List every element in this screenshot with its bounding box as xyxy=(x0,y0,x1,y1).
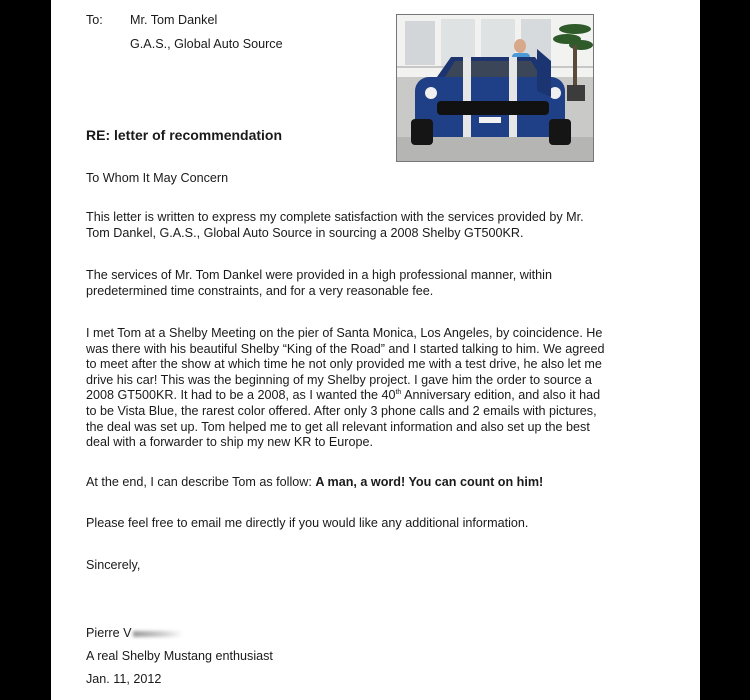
paragraph-4 xyxy=(86,475,646,491)
superscript-th: th xyxy=(395,389,402,397)
to-label: To: xyxy=(86,13,103,27)
paragraph-line: deal with a forwarder to ship my new KR to Europe. xyxy=(86,435,373,450)
signer-name-text: Pierre V xyxy=(86,626,132,640)
paragraph-line: The services of Mr. Tom Dankel were provided in a high professional manner, within xyxy=(86,268,552,282)
subject-line: RE: letter of recommendation xyxy=(86,127,283,143)
paragraph-line: Tom Dankel, G.A.S., Global Auto Source in sourcing a 2008 Shelby GT500KR. xyxy=(86,225,524,240)
recipient-company: G.A.S., Global Auto Source xyxy=(130,37,283,51)
paragraph-line: drive his car! This was the beginning of my Shelby project. I gave him the order to source a xyxy=(86,372,592,387)
letter-date: Jan. 11, 2012 xyxy=(86,672,162,686)
letter-page xyxy=(51,0,700,700)
car-photo xyxy=(396,14,594,162)
paragraph-line: I met Tom at a Shelby Meeting on the pier of Santa Monica, Los Angeles, by coincidence. He xyxy=(86,326,603,340)
line-text: Anniversary edition, and also it had xyxy=(401,388,601,403)
paragraph-line: to be Vista Blue, the rarest color offered. After only 3 phone calls and 2 emails with pictures, xyxy=(86,403,597,418)
paragraph-1 xyxy=(86,210,646,241)
paragraph-3 xyxy=(86,326,646,451)
emphasis-text: A man, a word! You can count on him! xyxy=(315,475,544,489)
closing: Sincerely, xyxy=(86,558,141,572)
paragraph-line xyxy=(86,388,646,404)
paragraph-line: This letter is written to express my complete satisfaction with the services provided by Mr. xyxy=(86,210,584,224)
shelby-car-image xyxy=(397,15,593,161)
line-text: 2008 GT500KR. It had to be a 2008, as I wanted the 40 xyxy=(86,388,396,403)
paragraph-line: the deal was set up. Tom helped me to get all relevant information and also set up the best xyxy=(86,419,590,434)
signer-title: A real Shelby Mustang enthusiast xyxy=(86,649,273,663)
signer-name xyxy=(86,626,183,642)
paragraph-line: was there with his beautiful Shelby “King of the Road” and I started talking to him. We agreed xyxy=(86,341,605,356)
paragraph-text: At the end, I can describe Tom as follow: xyxy=(86,475,316,489)
salutation: To Whom It May Concern xyxy=(86,171,229,185)
redaction-blur xyxy=(133,631,183,637)
paragraph-2 xyxy=(86,268,646,299)
paragraph-line: predetermined time constraints, and for a very reasonable fee. xyxy=(86,283,434,298)
recipient-name: Mr. Tom Dankel xyxy=(130,13,218,27)
paragraph-line: to meet after the show at which time he not only provided me with a test drive, he also let me xyxy=(86,357,602,372)
paragraph-5: Please feel free to email me directly if you would like any additional information. xyxy=(86,516,529,530)
